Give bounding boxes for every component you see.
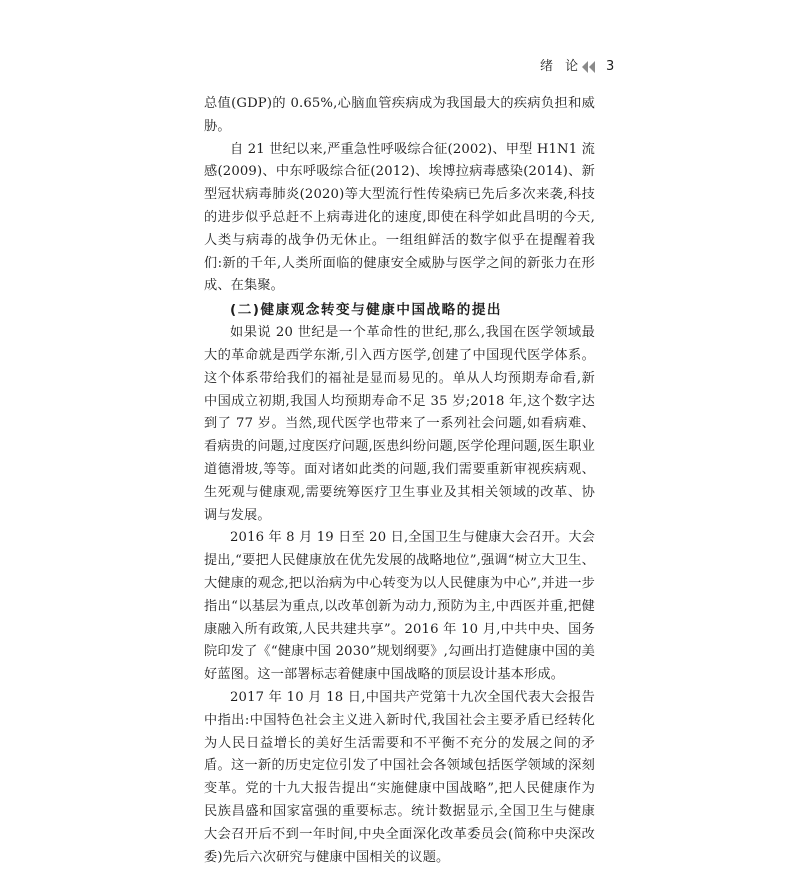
section-heading: (二)健康观念转变与健康中国战略的提出 [230,302,503,319]
paragraph-2016-conference: 2016 年 8 月 19 日至 20 日,全国卫生与健康大会召开。大会提出,“要把人民健康放在优先发展的战略地位”,强调“树立大卫生、大健康的观念,把以治病为中心转变为以人民健康为中心”,并进一步指出“以基层为重点,以改革创新为动力,预防为主,中西医并重,把健康融入所有政策,人民共建共享”。2016 年 10 月,中共中央、国务院印发了《“健康中国 2030”规划纲要》,勾画出打造健康中国的美好蓝图。这一部署标志着健康中国战略的顶层设计基本形成。 [204,530,596,683]
paragraph-2017-congress: 2017 年 10 月 18 日,中国共产党第十九次全国代表大会报告中指出:中国特色社会主义进入新时代,我国社会主要矛盾已经转化为人民日益增长的美好生活需要和不平衡不充分的发展之间的矛盾。这一新的历史定位引发了中国社会各领域包括医学领域的深刻变革。党的十九大报告提出“实施健康中国战略”,把人民健康作为民族昌盛和国家富强的重要标志。统计数据显示,全国卫生与健康大会召开后不到一年时间,中央全面深化改革委员会(简称中央深改委)先后六次研究与健康中国相关的议题。 [204,689,595,865]
body-text [204,93,595,869]
double-left-triangle-icon [581,59,597,75]
page-number: 3 [606,59,615,74]
running-header [0,57,800,77]
paragraph-epidemics: 自 21 世纪以来,严重急性呼吸综合征(2002)、甲型 H1N1 流感(2009)、中东呼吸综合征(2012)、埃博拉病毒感染(2014)、新型冠状病毒肺炎(2020)等大型流行性传染病已先后多次来袭,科技的进步似乎总赶不上病毒进化的速度,即使在科学如此昌明的今天,人类与病毒的战争仍无休止。一组组鲜活的数字似乎在提醒着我们:新的千年,人类所面临的健康安全威胁与医学之间的新张力在形成、在集聚。 [204,141,595,294]
chapter-title: 绪 论 [540,59,583,74]
paragraph-20th-century: 如果说 20 世纪是一个革命性的世纪,那么,我国在医学领域最大的革命就是西学东渐,引入西方医学,创建了中国现代医学体系。这个体系带给我们的福祉是显而易见的。单从人均预期寿命看,新中国成立初期,我国人均预期寿命不足 35 岁;2018 年,这个数字达到了 77 岁。当然,现代医学也带来了一系列社会问题,如看病难、看病贵的问题,过度医疗问题,医患纠纷问题,医学伦理问题,医生职业道德滑坡,等等。面对诸如此类的问题,我们需要重新审视疾病观、生死观与健康观,需要统筹医疗卫生事业及其相关领域的改革、协调与发展。 [204,325,595,523]
paragraph-continued: 总值(GDP)的 0.65%,心脑血管疾病成为我国最大的疾病负担和威胁。 [204,96,595,134]
